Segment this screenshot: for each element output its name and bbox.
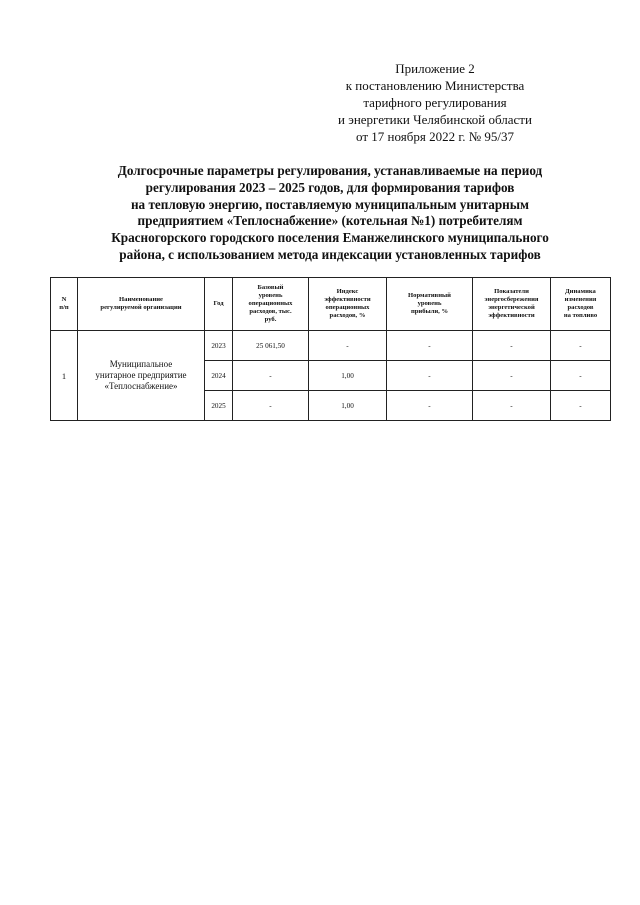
document-title bbox=[40, 163, 620, 264]
cell-efficiency-index: - bbox=[309, 331, 387, 361]
title-line: на тепловую энергию, поставляемую муниципальным унитарным bbox=[130, 196, 530, 212]
title-line: Долгосрочные параметры регулирования, устанавливаемые на период bbox=[117, 163, 543, 178]
cell-base-opex: - bbox=[233, 391, 309, 421]
appendix-line: к постановлению Министерства bbox=[345, 78, 525, 93]
cell-profit-level: - bbox=[387, 391, 473, 421]
header-base-opex: Базовый уровень операционных расходов, тыс. руб. bbox=[233, 278, 309, 331]
cell-year: 2024 bbox=[205, 361, 233, 391]
cell-efficiency-index: 1,00 bbox=[309, 361, 387, 391]
cell-profit-level: - bbox=[387, 331, 473, 361]
cell-fuel-dynamics: - bbox=[551, 361, 611, 391]
cell-energy-saving: - bbox=[473, 391, 551, 421]
cell-year: 2025 bbox=[205, 391, 233, 421]
appendix-line: тарифного регулирования bbox=[363, 95, 507, 110]
cell-fuel-dynamics: - bbox=[551, 391, 611, 421]
cell-base-opex: - bbox=[233, 361, 309, 391]
title-line: предприятием «Теплоснабжение» (котельная №1) потребителям bbox=[137, 213, 523, 229]
appendix-line: Приложение 2 bbox=[395, 61, 475, 76]
title-line: регулирования 2023 – 2025 годов, для формирования тарифов bbox=[145, 179, 515, 195]
cell-year: 2023 bbox=[205, 331, 233, 361]
table-row bbox=[51, 331, 611, 361]
organization-name: Муниципальное унитарное предприятие «Теплоснабжение» bbox=[78, 331, 205, 421]
cell-energy-saving: - bbox=[473, 361, 551, 391]
header-organization: Наименование регулируемой организации bbox=[78, 278, 205, 331]
appendix-line: от 17 ноября 2022 г. № 95/37 bbox=[356, 129, 514, 144]
cell-energy-saving: - bbox=[473, 331, 551, 361]
cell-fuel-dynamics: - bbox=[551, 331, 611, 361]
appendix-block bbox=[330, 60, 540, 145]
cell-profit-level: - bbox=[387, 361, 473, 391]
cell-efficiency-index: 1,00 bbox=[309, 391, 387, 421]
header-profit-level: Нормативный уровень прибыли, % bbox=[387, 278, 473, 331]
title-line: района, с использованием метода индексации установленных тарифов bbox=[119, 246, 541, 262]
title-line: Красногорского городского поселения Еманжелинского муниципального bbox=[111, 230, 549, 246]
parameters-table bbox=[50, 277, 611, 421]
header-number: N п/п bbox=[51, 278, 78, 331]
cell-base-opex: 25 061,50 bbox=[233, 331, 309, 361]
header-energy-saving: Показатели энергосбережения энергетической эффективности bbox=[473, 278, 551, 331]
header-fuel-dynamics: Динамика изменения расходов на топливо bbox=[551, 278, 611, 331]
table-header-row bbox=[51, 278, 611, 331]
row-number: 1 bbox=[51, 331, 78, 421]
header-efficiency-index: Индекс эффективности операционных расходов, % bbox=[309, 278, 387, 331]
header-year: Год bbox=[205, 278, 233, 331]
appendix-line: и энергетики Челябинской области bbox=[338, 112, 532, 127]
